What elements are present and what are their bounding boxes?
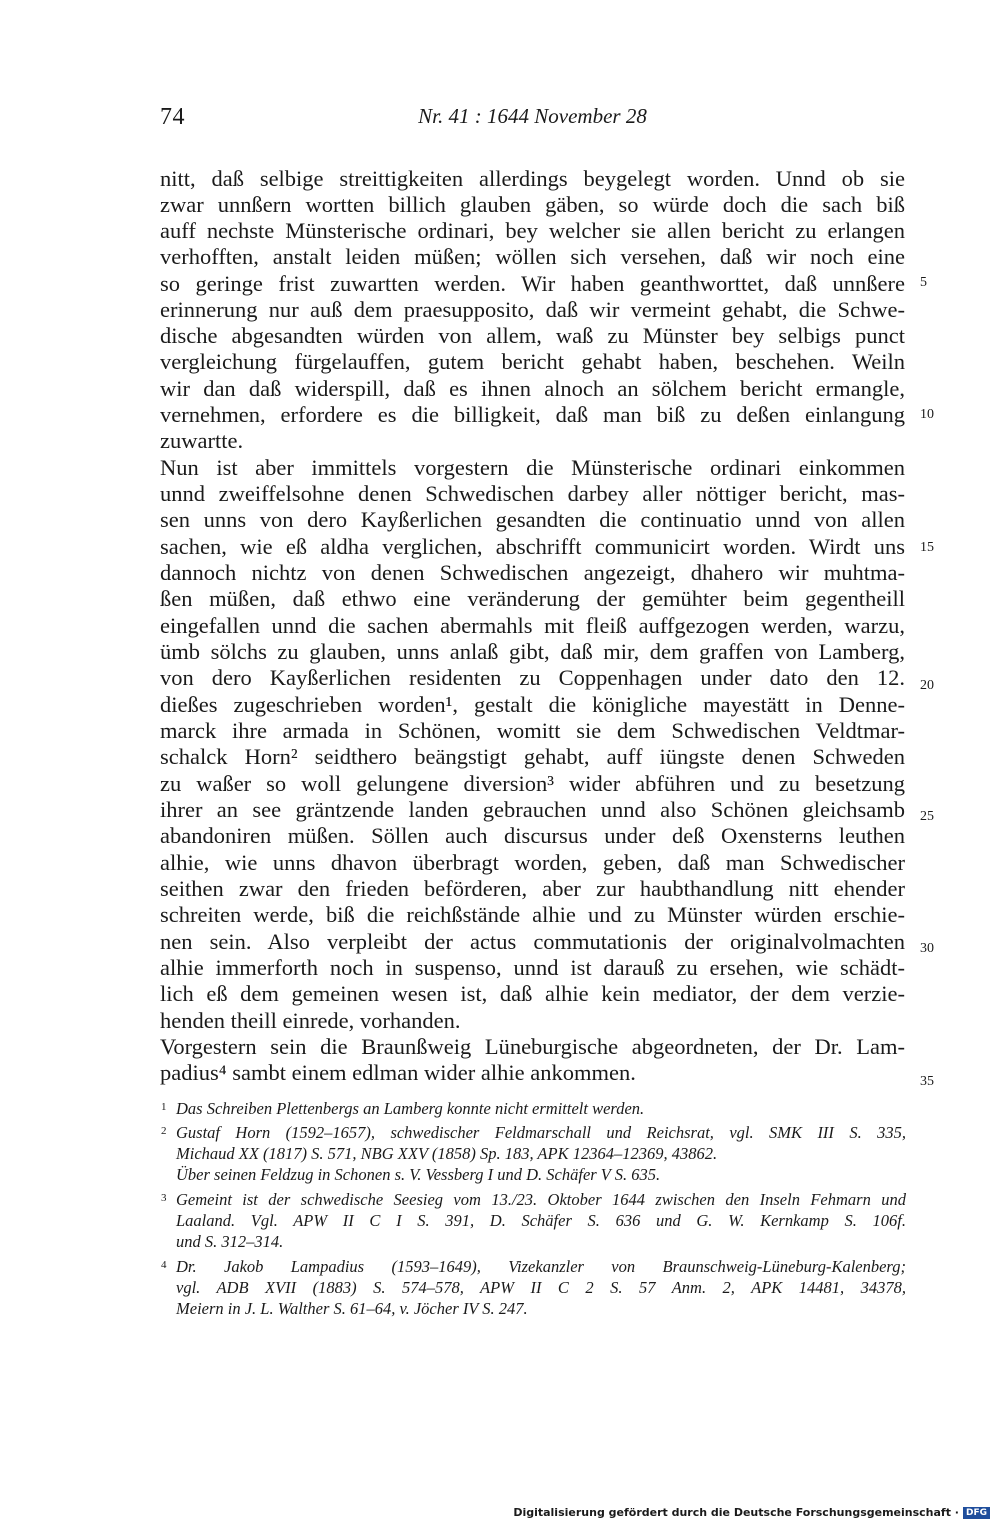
text-line: wir dan daß widerspill, daß es ihnen alnoch an sölchem bericht ermangle, xyxy=(160,376,905,401)
text-line: Vorgestern sein die Braunßweig Lüneburgische abgeordneten, der Dr. Lam- xyxy=(160,1034,905,1059)
text-line: marck ihre armada in Schönen, womitt sie dem Schwedischen Veldtmar- xyxy=(160,718,905,743)
text-line: von dero Kayßerlichen residenten zu Coppenhagen under dato den 12. xyxy=(160,665,905,690)
text-line: vergleichung fürgelauffen, gutem bericht gehabt haben, beschehen. Weiln xyxy=(160,349,905,374)
text-line: so geringe frist zuwartten werden. Wir haben geanthworttet, daß unnßere xyxy=(160,271,905,296)
text-line: auff nechste Münsterische ordinari, bey welcher sie allen bericht zu erlangen xyxy=(160,218,905,243)
text-line: dannoch nichtz von denen Schwedischen angezeigt, dhahero wir muhtma- xyxy=(160,560,905,585)
text-line: sen unns von dero Kayßerlichen gesandten die continuatio unnd von allen xyxy=(160,507,905,532)
credit-text: Digitalisierung gefördert durch die Deutsche Forschungsgemeinschaft · xyxy=(513,1506,959,1519)
text-line: henden theill einrede, vorhanden. xyxy=(160,1008,461,1033)
text-line: ihrer an see gräntzende landen gebrauchen unnd also Schönen gleichsamb xyxy=(160,797,905,822)
footnote-mark: 3 xyxy=(161,1192,167,1204)
footnote-line: Gemeint ist der schwedische Seesieg vom 13./23. Oktober 1644 zwischen den Inseln Fehmarn und xyxy=(176,1190,906,1209)
text-line: schalck Horn² seidthero beängstigt gehabt, auff iüngste denen Schweden xyxy=(160,744,905,769)
line-number: 30 xyxy=(920,941,934,956)
text-line: ümb sölchs zu glauben, unns anlaß gibt, daß mir, dem graffen von Lamberg, xyxy=(160,639,905,664)
digitization-credit xyxy=(513,1506,990,1519)
text-line: zu waßer so woll gelungene diversion³ wider abführen und zu besetzung xyxy=(160,771,905,796)
footnote-line: Laaland. Vgl. APW II C I S. 391, D. Schäfer S. 636 und G. W. Kernkamp S. 106f. xyxy=(176,1211,906,1230)
text-line: padius⁴ sambt einem edlman wider alhie ankommen. xyxy=(160,1060,636,1085)
text-line: vernehmen, erfordere es die billigkeit, daß man biß zu deßen einlangung xyxy=(160,402,905,427)
footnote-line: Über seinen Feldzug in Schonen s. V. Vessberg I und D. Schäfer V S. 635. xyxy=(176,1165,661,1184)
footnote-line: Michaud XX (1817) S. 571, NBG XXV (1858) Sp. 183, APK 12364–12369, 43862. xyxy=(176,1144,718,1163)
footnote-line: Das Schreiben Plettenbergs an Lamberg konnte nicht ermittelt werden. xyxy=(176,1099,645,1118)
text-line: alhie immerforth noch in suspenso, unnd ist darauß zu ersehen, wie schädt- xyxy=(160,955,905,980)
footnote-mark: 4 xyxy=(161,1259,167,1271)
text-line: abandoniren müßen. Söllen auch discursus under deß Oxensterns leuthen xyxy=(160,823,905,848)
line-number: 35 xyxy=(920,1074,934,1089)
line-number: 25 xyxy=(920,809,934,824)
line-number: 20 xyxy=(920,678,934,693)
text-line: eingefallen unnd die sachen abermahls mit fleiß auffgezogen werden, warzu, xyxy=(160,613,905,638)
footnote-mark: 1 xyxy=(161,1101,167,1113)
footnote-line: Meiern in J. L. Walther S. 61–64, v. Jöcher IV S. 247. xyxy=(176,1299,528,1318)
text-line: seithen zwar den frieden beförderen, aber zur haubthandlung nitt ehender xyxy=(160,876,905,901)
text-line: lich eß dem gemeinen wesen ist, daß alhie kein mediator, der dem verzie- xyxy=(160,981,905,1006)
text-line: dische abgesandten würden von allem, waß zu Münster bey selbigs punct xyxy=(160,323,905,348)
line-number: 15 xyxy=(920,540,934,555)
page-number: 74 xyxy=(160,104,185,130)
footnote-line: und S. 312–314. xyxy=(176,1232,284,1251)
text-line: nitt, daß selbige streittigkeiten allerdings beygelegt worden. Unnd ob sie xyxy=(160,166,905,191)
footnote-line: Gustaf Horn (1592–1657), schwedischer Feldmarschall und Reichsrat, vgl. SMK III S. 335, xyxy=(176,1123,906,1142)
footnote-line: vgl. ADB XVII (1883) S. 574–578, APW II C 2 S. 57 Anm. 2, APK 14481, 34378, xyxy=(176,1278,906,1297)
dfg-logo: DFG xyxy=(963,1507,990,1519)
line-number: 10 xyxy=(920,407,934,422)
text-line: dießes zugeschrieben worden¹, gestalt die königliche mayestätt in Denne- xyxy=(160,692,905,717)
text-line: erinnerung nur auß dem praesupposito, daß wir vermeint gehabt, die Schwe- xyxy=(160,297,905,322)
text-line: unnd zweiffelsohne denen Schwedischen darbey aller nöttiger bericht, mas- xyxy=(160,481,905,506)
text-line: sachen, wie eß aldha verglichen, abschrifft communicirt worden. Wirdt uns xyxy=(160,534,905,559)
text-line: Nun ist aber immittels vorgestern die Münsterische ordinari einkommen xyxy=(160,455,905,480)
text-line: ßen müßen, daß ethwo eine veränderung der gemühter beim gegentheill xyxy=(160,586,905,611)
footnote-line: Dr. Jakob Lampadius (1593–1649), Vizekanzler von Braunschweig-Lüneburg-Kalenberg; xyxy=(176,1257,906,1276)
running-title: Nr. 41 : 1644 November 28 xyxy=(418,104,647,128)
text-line: zwar unnßern wortten billich glauben gäben, so würde doch die sach biß xyxy=(160,192,905,217)
text-line: verhofften, anstalt leiden müßen; wöllen sich versehen, daß wir noch eine xyxy=(160,244,905,269)
line-number: 5 xyxy=(920,275,927,290)
text-line: schreiten werde, biß die reichßstände alhie und zu Münster würden erschie- xyxy=(160,902,905,927)
text-line: alhie, wie unns dhavon überbragt worden, geben, daß man Schwedischer xyxy=(160,850,905,875)
footnote-mark: 2 xyxy=(161,1125,167,1137)
text-line: nen sein. Also verpleibt der actus commutationis der originalvolmachten xyxy=(160,929,905,954)
text-line: zuwartte. xyxy=(160,428,244,453)
